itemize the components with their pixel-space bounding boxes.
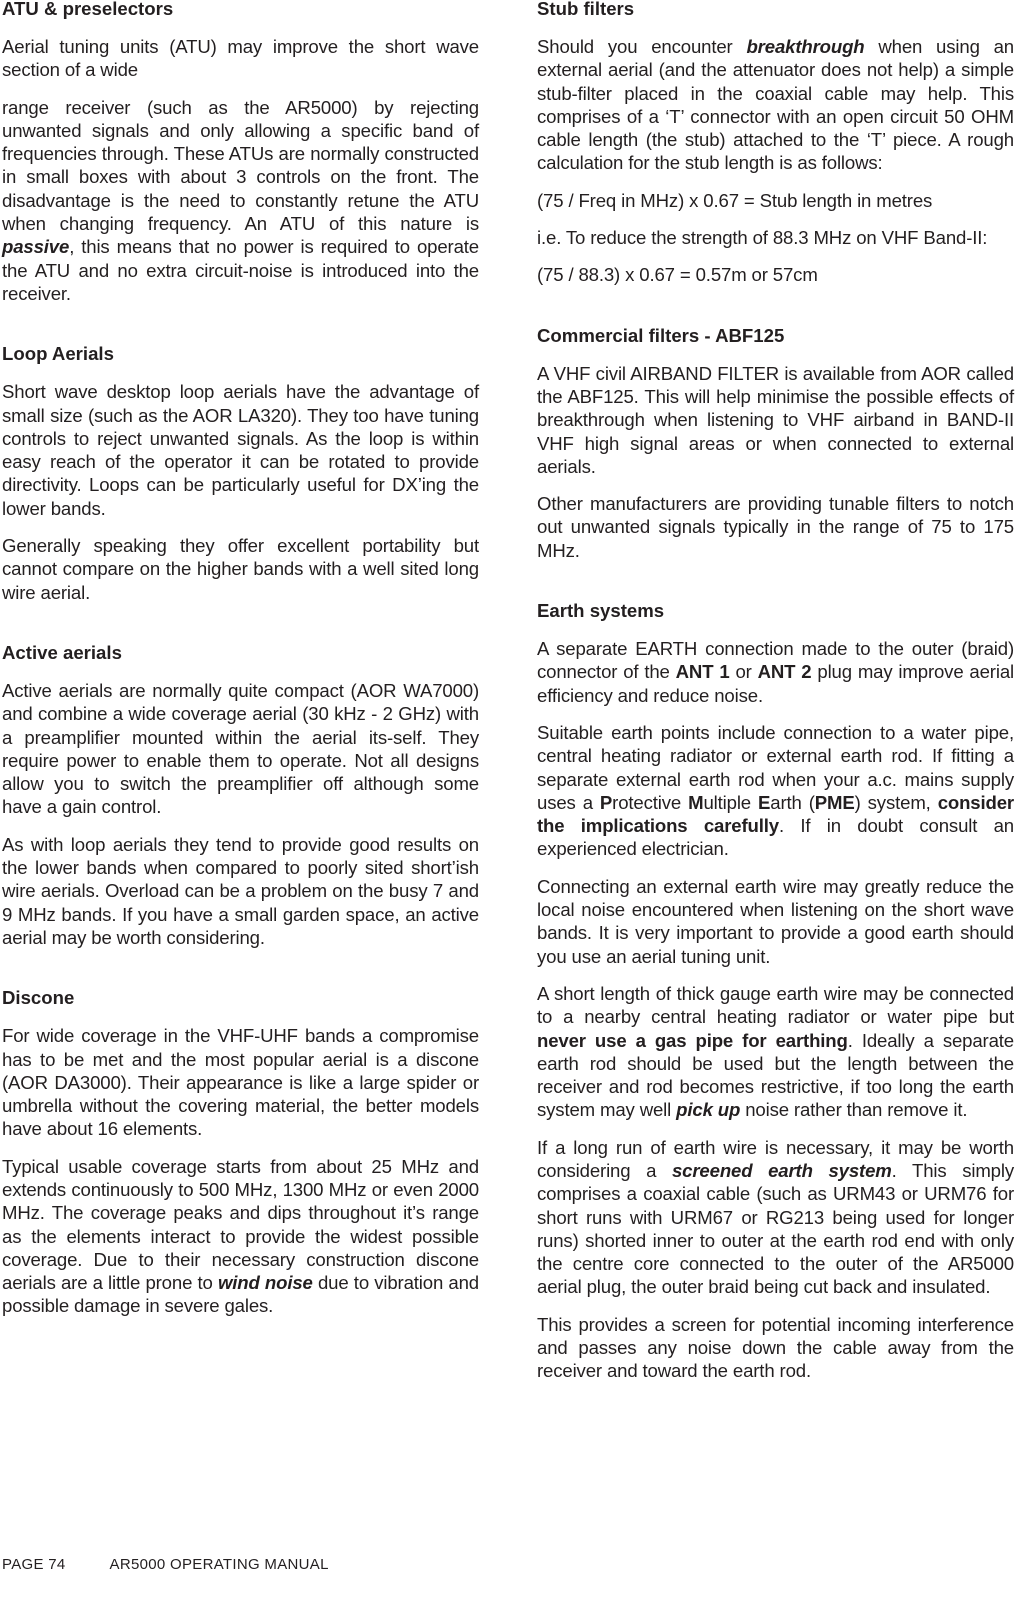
ant1-label: ANT 1 — [675, 661, 730, 683]
paragraph: i.e. To reduce the strength of 88.3 MHz on VHF Band-II: — [537, 227, 988, 249]
page-number: PAGE 74 — [2, 1556, 66, 1573]
paragraph: Other manufacturers are providing tunable filters to notch out unwanted signals typically in the range of 75 to 175 MHz. — [537, 493, 1014, 561]
paragraph: A VHF civil AIRBAND FILTER is available from AOR called the ABF125. This will help minimise the possible effects of breakthrough when listening to VHF airband in BAND-II VHF high signal areas or when connected to external aerials. — [537, 362, 1014, 477]
paragraph: For wide coverage in the VHF-UHF bands a compromise has to be met and the most popular aerial is a discone (AOR DA3000). Their appearance is like a large spider or umbrella without the covering material, the better models have about 16 elements. — [2, 1025, 479, 1140]
section-discone — [2, 989, 479, 1318]
emphasis: screened earth system — [671, 1159, 892, 1181]
section-atu — [2, 0, 479, 305]
section-active-aerials — [2, 641, 479, 949]
heading-earth-systems: Earth systems — [537, 600, 665, 622]
paragraph: Should you encounter breakthrough when using an external aerial (and the attenuator does not help) a simple stub-filter placed in the coaxial cable may help. This comprises of a ‘T’ connector with an open circuit 50 OHM cable length (the stub) attached to the ‘T’ piece. A rough calculation for the stub length is as follows: — [537, 36, 1014, 174]
left-column — [2, 0, 479, 1332]
section-stub-filters — [537, 0, 1014, 287]
emphasis: consider the implications carefully — [537, 791, 1014, 837]
paragraph: A short length of thick gauge earth wire may be connected to a nearby central heating radiator or water pipe but never use a gas pipe for earthing. Ideally a separate earth rod should be used but the length between the receiver and rod becomes restrictive, if too long the earth system may well pick up noise rather than remove it. — [537, 982, 1014, 1121]
heading-commercial-filters: Commercial filters - ABF125 — [537, 324, 785, 346]
page-footer — [2, 1553, 329, 1576]
manual-title: AR5000 OPERATING MANUAL — [109, 1556, 329, 1573]
heading-atu: ATU & preselectors — [2, 0, 174, 19]
paragraph: As with loop aerials they tend to provide good results on the lower bands when compared to poorly sited short’ish wire aerials. Overload can be a problem on the busy 7 and 9 MHz bands. If you have a small garden space, an active aerial may be worth considering. — [2, 833, 479, 948]
formula-result: (75 / 88.3) x 0.67 = 0.57m or 57cm — [537, 264, 818, 286]
paragraph: Active aerials are normally quite compact (AOR WA7000) and combine a wide coverage aerial (30 kHz - 2 GHz) with a preamplifier mounted within the aerial its-self. They require power to enable them to operate. Not all designs allow you to switch the preamplifier off although some have a gain control. — [2, 679, 479, 818]
paragraph: range receiver (such as the AR5000) by rejecting unwanted signals and only allowing a specific band of frequencies through. These ATUs are normally constructed in small boxes with about 3 controls on the front. The disadvantage is the need to constantly retune the ATU when changing frequency. An ATU of this nature is passive, this means that no power is required to operate the ATU and no extra circuit-noise is introduced into the receiver. — [2, 96, 479, 304]
paragraph: A separate EARTH connection made to the outer (braid) connector of the ANT 1 or ANT 2 plug may improve aerial efficiency and reduce noise. — [537, 638, 1015, 706]
paragraph: Generally speaking they offer excellent portability but cannot compare on the higher bands with a well sited long wire aerial. — [2, 535, 479, 603]
right-column — [537, 0, 1014, 1397]
emphasis: breakthrough — [746, 36, 865, 57]
section-commercial-filters — [537, 324, 1014, 562]
section-loop-aerials — [2, 345, 479, 604]
paragraph: This provides a screen for potential incoming interference and passes any noise down the cable away from the receiver and toward the earth rod. — [537, 1313, 1014, 1382]
heading-stub-filters: Stub filters — [537, 0, 635, 19]
pme-label: PME — [814, 791, 855, 813]
paragraph: If a long run of earth wire is necessary, it may be worth considering a screened earth system. This simply comprises a coaxial cable (such as URM43 or URM76 for short runs with URM67 or RG213 being used for longer runs) shorted inner to outer at the earth rod end with only the centre core connected to the outer of the AR5000 aerial plug, the outer braid being cut back and insulated. — [537, 1136, 1014, 1298]
ant2-label: ANT 2 — [757, 661, 812, 683]
emphasis: never use a gas pipe for earthing — [537, 1029, 848, 1051]
paragraph: Suitable earth points include connection to a water pipe, central heating radiator or external earth rod. If fitting a separate external earth rod when your a.c. mains supply uses a Protective Multiple Earth (PME) system, consider the implications carefully. If in doubt consult an experienced electrician. — [537, 721, 1014, 860]
paragraph: Aerial tuning units (ATU) may improve the short wave section of a wide — [2, 36, 479, 81]
paragraph: Connecting an external earth wire may greatly reduce the local noise encountered when listening on the short wave bands. It is very important to provide a good earth should you use an aerial tuning unit. — [537, 875, 1014, 967]
paragraph: Typical usable coverage starts from about 25 MHz and extends continuously to 500 MHz, 1300 MHz or even 2000 MHz. The coverage peaks and dips throughout it’s range as the elements interact to provide the widest possible coverage. Due to their necessary construction discone aerials are a little prone to wind noise due to vibration and possible damage in severe gales. — [2, 1155, 479, 1317]
emphasis: passive — [2, 236, 70, 258]
heading-active-aerials: Active aerials — [2, 641, 122, 663]
emphasis: pick up — [676, 1099, 741, 1121]
formula: (75 / Freq in MHz) x 0.67 = Stub length in metres — [537, 189, 933, 211]
paragraph: Short wave desktop loop aerials have the advantage of small size (such as the AOR LA320). They too have tuning controls to reject unwanted signals. As the loop is within easy reach of the operator it can be rotated to provide directivity. Loops can be particularly useful for DX’ing the lower bands. — [2, 381, 479, 519]
section-earth-systems — [537, 602, 1014, 1383]
emphasis: wind noise — [217, 1272, 313, 1294]
heading-discone: Discone — [2, 987, 75, 1009]
heading-loop-aerials: Loop Aerials — [2, 343, 114, 365]
